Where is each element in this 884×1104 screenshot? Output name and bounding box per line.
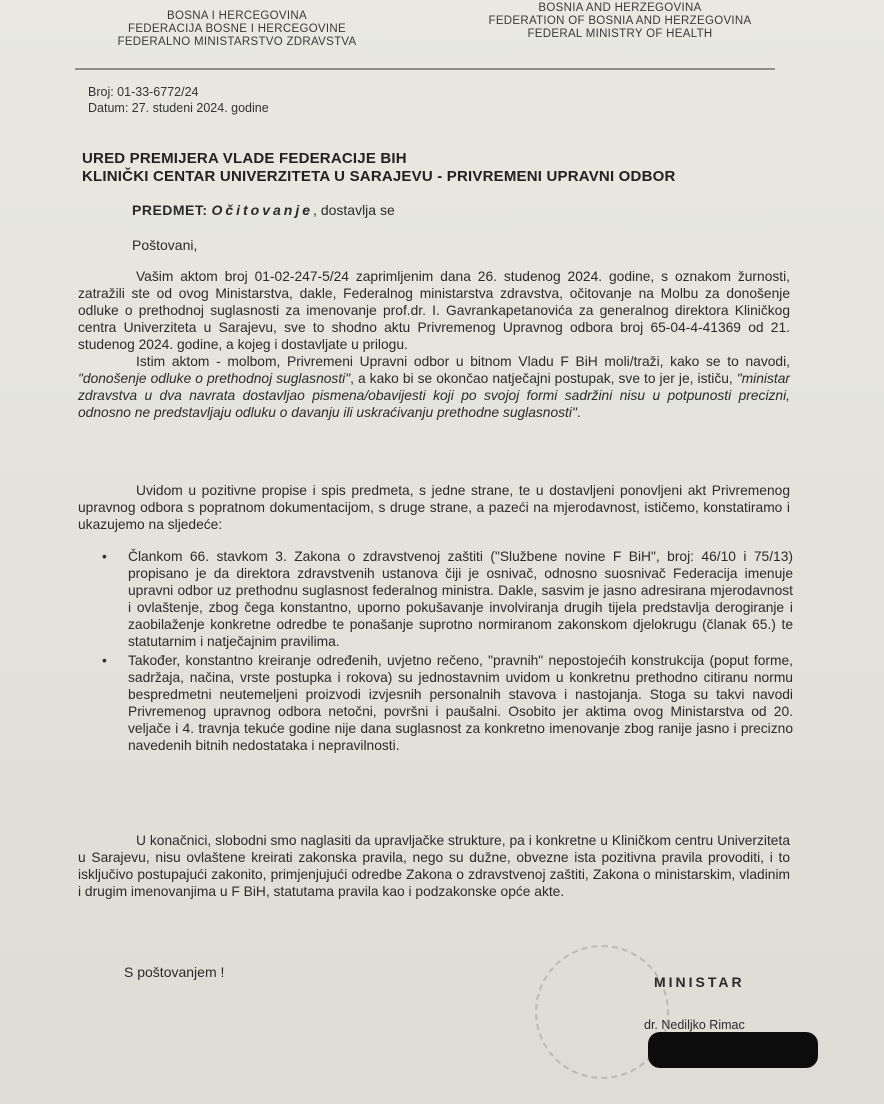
subject-title: Očitovanje — [211, 202, 314, 218]
letterhead-line: FEDERATION OF BOSNIA AND HERZEGOVINA — [488, 15, 752, 27]
quote-run: "ministar zdravstva u dva navrata dostavljao pismena/obavijesti koji po svojoj formi sadržini nisu u potpunosti precizni, odnosno ne predstavljaju odluku o davanju ili uskraćivanju prethodne suglasnosti" — [78, 371, 790, 420]
conclusion-section — [78, 832, 790, 900]
letterhead-line: FEDERAL MINISTRY OF HEALTH — [527, 28, 713, 40]
recipient-block — [82, 150, 676, 186]
paragraph-findings: Uvidom u pozitivne propise i spis predmeta, s jedne strane, te u dostavljeni ponovljeni akt Privremenog upravnog odbora s popratnom dokumentacijom, s druge strane, a pazeći na mjerodavnost, ističemo, konstatiramo i ukazujemo na sljedeće: — [78, 483, 790, 532]
subject-label: PREDMET: — [132, 202, 208, 218]
findings-section — [78, 482, 790, 533]
salutation: Poštovani, — [132, 237, 198, 253]
quote-run: "donošenje odluke o prethodnoj suglasnosti" — [78, 371, 351, 386]
signer-name: dr. Nediljko Rimac — [644, 1018, 745, 1032]
signer-role: MINISTAR — [654, 974, 745, 990]
intro-section — [78, 268, 790, 421]
closing-greeting: S poštovanjem ! — [124, 964, 225, 980]
subject-line — [132, 202, 395, 218]
recipient-line: KLINIČKI CENTAR UNIVERZITETA U SARAJEVU - PRIVREMENI UPRAVNI ODBOR — [82, 168, 676, 185]
letterhead-line: BOSNA I HERCEGOVINA — [167, 10, 307, 22]
paragraph-request — [78, 353, 790, 421]
text-run: . — [576, 405, 581, 420]
reference-number: Broj: 01-33-6772/24 — [88, 85, 199, 99]
text-run: Istim aktom - molbom, Privremeni Upravni odbor u bitnom Vladu F BiH moli/traži, kako se to navodi, — [136, 354, 790, 369]
list-item: • Također, konstantno kreiranje određenih, uvjetno rečeno, "pravnih" nepostojećih konstrukcija (poput forme, sadržaja, načina, vrste postupka i rokova) su jednostavnim uvidom u konkretnu prethodno citiranu normu bespredmetni neutemeljeni proizvodi izvjesnih personalnih stavova i nastojanja. Stoga su takvi navodi Privremenog upravnog odbora netočni, površni i paušalni. Osobito jer aktima ovog Ministarstva od 20. veljače i 4. travnja tekuće godine nije dana suglasnost za konkretno imenovanje zbog ranije jasno i precizno navedenih bitnih nedostataka i nepravilnosti. — [128, 652, 793, 754]
signature-redaction — [648, 1032, 818, 1068]
paragraph-conclusion: U konačnici, slobodni smo naglasiti da upravljačke strukture, pa i konkretne u Kliničkom centru Univerziteta u Sarajevu, nisu ovlaštene kreirati zakonska pravila, nego su dužne, obvezne ista pozitivna pravila provoditi, i to isključivo postupajući zakonito, primjenjujući odredbe Zakona o zdravstvenoj zaštiti, Zakona o ministarskim, vladinim i drugim imenovanjima u F BiH, statutama pravila kao i podzakonske opće akte. — [78, 833, 790, 899]
letterhead-line: FEDERACIJA BOSNE I HERCEGOVINE — [128, 23, 346, 35]
letterhead-right — [455, 2, 785, 41]
letterhead-line: BOSNIA AND HERZEGOVINA — [538, 2, 702, 14]
recipient-line: URED PREMIJERA VLADE FEDERACIJE BIH — [82, 150, 407, 167]
subject-suffix: , dostavlja se — [313, 202, 395, 218]
header-divider — [75, 68, 775, 70]
reference-date: Datum: 27. studeni 2024. godine — [88, 101, 269, 115]
text-run: , a kako bi se okončao natječajni postupak, sve to jer je, ističu, — [350, 371, 737, 386]
reference-block — [88, 84, 269, 116]
letterhead-line: FEDERALNO MINISTARSTVO ZDRAVSTVA — [117, 36, 357, 48]
list-item: • Člankom 66. stavkom 3. Zakona o zdravstvenoj zaštiti ("Službene novine F BiH", broj: 46/10 i 75/13) propisano je da direktora zdravstvenih ustanova čiji je osnivač, odnosno suosnivač Federacija imenuje upravni odbor uz prethodnu suglasnost federalnog ministra. Dakle, sasvim je jasno adresirana mjerodavnost i ovlaštenje, zbog čega konstantno, uporno pokušavanje involviranja drugih tijela predstavlja derogiranje i zaobilaženje konkretne odredbe te ponašanje suprotno normiranom zakonskom djelokrugu (članak 65.) te statutarnim i natječajnim pravilima. — [128, 548, 793, 650]
findings-list — [128, 548, 793, 756]
paragraph-intro: Vašim aktom broj 01-02-247-5/24 zaprimljenim dana 26. studenog 2024. godine, s oznakom žurnosti, zatražili ste od ovog Ministarstva, dakle, Federalnog ministarstva zdravstva, očitovanje na Molbu za donošenje odluke o prethodnoj suglasnosti za imenovanje prof.dr. I. Gavrankapetanovića za generalnog direktora Kliničkog centra Univerziteta u Sarajevu, sve to shodno aktu Privremenog Upravnog odbora broj 65-04-4-41369 od 21. studenog 2024. godine, a kojeg i dostavljate u prilogu. — [78, 269, 790, 352]
letterhead-left — [82, 10, 392, 49]
